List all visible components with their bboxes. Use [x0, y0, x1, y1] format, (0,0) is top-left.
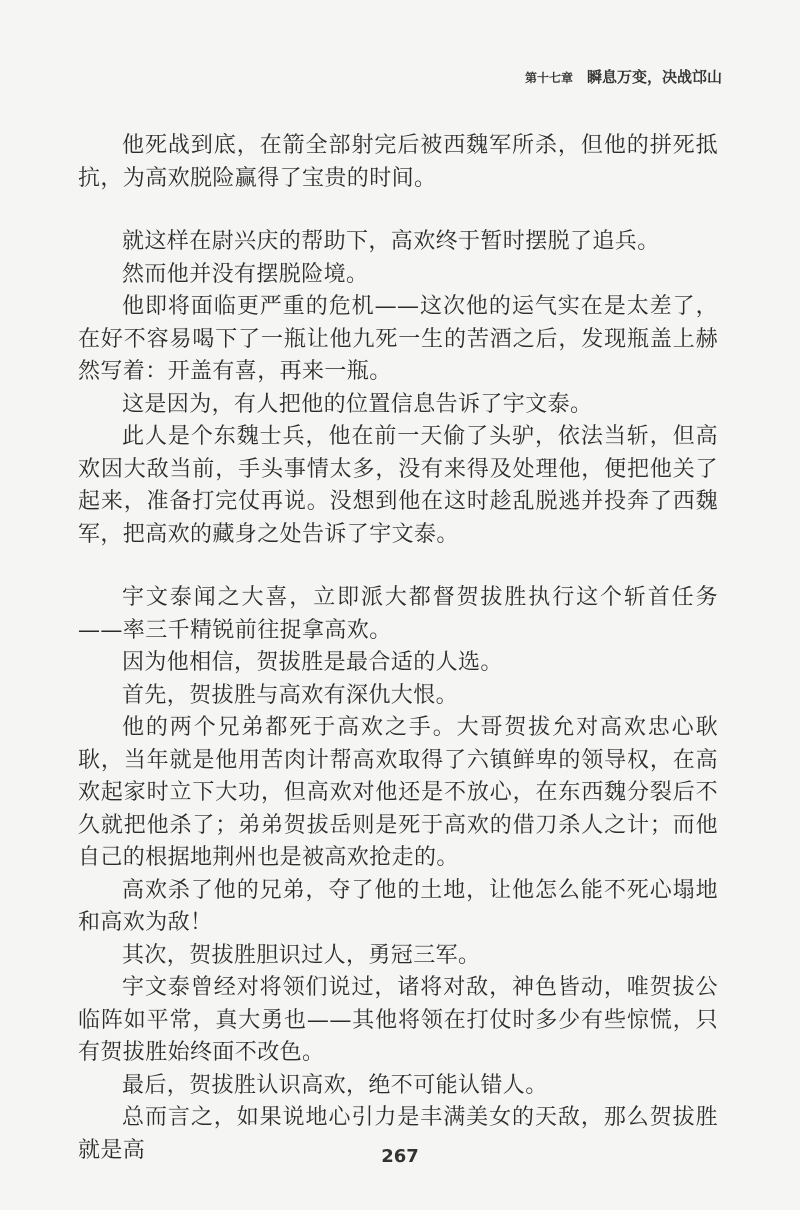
chapter-number: 第十七章 [524, 71, 573, 85]
paragraph: 他死战到底，在箭全部射完后被西魏军所杀，但他的拼死抵抗，为高欢脱险赢得了宝贵的时间。 [78, 133, 718, 191]
chapter-title: 瞬息万变，决战邙山 [586, 68, 722, 86]
paragraph: 然而他并没有摆脱险境。 [122, 261, 369, 287]
paragraph: 因为他相信，贺拔胜是最合适的人选。 [122, 650, 503, 675]
paragraph: 高欢杀了他的兄弟，夺了他的土地，让他怎么能不死心塌地和高欢为敌！ [78, 877, 718, 935]
paragraph: 就这样在尉兴庆的帮助下，高欢终于暂时摆脱了追兵。 [122, 229, 660, 254]
running-head [525, 66, 722, 87]
paragraph: 总而言之，如果说地心引力是丰满美女的天敌，那么贺拔胜就是高 [78, 1105, 718, 1163]
paragraph: 宇文泰曾经对将领们说过，诸将对敌，神色皆动，唯贺拔公临阵如平常，真大勇也——其他将领在打仗时多少有些惊慌，只有贺拔胜始终面不改色。 [78, 975, 718, 1065]
paragraph: 其次，贺拔胜胆识过人，勇冠三军。 [122, 942, 481, 968]
paragraph: 最后，贺拔胜认识高欢，绝不可能认错人。 [122, 1072, 548, 1098]
paragraph: 宇文泰闻之大喜，立即派大都督贺拔胜执行这个斩首任务——率三千精锐前往捉拿高欢。 [78, 585, 718, 643]
paragraph: 他的两个兄弟都死于高欢之手。大哥贺拔允对高欢忠心耿耿，当年就是他用苦肉计帮高欢取得了六镇鲜卑的领导权，在高欢起家时立下大功，但高欢对他还是不放心，在东西魏分裂后不久就把他杀了；弟弟贺拔岳则是死于高欢的借刀杀人之计；而他自己的根据地荆州也是被高欢抢走的。 [78, 715, 718, 870]
page-number: 267 [381, 1146, 419, 1167]
paragraph: 他即将面临更严重的危机——这次他的运气实在是太差了，在好不容易喝下了一瓶让他九死一生的苦酒之后，发现瓶盖上赫然写着：开盖有喜，再来一瓶。 [78, 294, 718, 384]
body-text [78, 130, 718, 1167]
paragraph: 首先，贺拔胜与高欢有深仇大恨。 [122, 682, 459, 708]
paragraph: 这是因为，有人把他的位置信息告诉了宇文泰。 [122, 391, 593, 417]
paragraph: 此人是个东魏士兵，他在前一天偷了头驴，依法当斩，但高欢因大敌当前，手头事情太多，没有来得及处理他，便把他关了起来，准备打完仗再说。没想到他在这时趁乱脱逃并投奔了西魏军，把高欢的藏身之处告诉了宇文泰。 [78, 424, 718, 547]
